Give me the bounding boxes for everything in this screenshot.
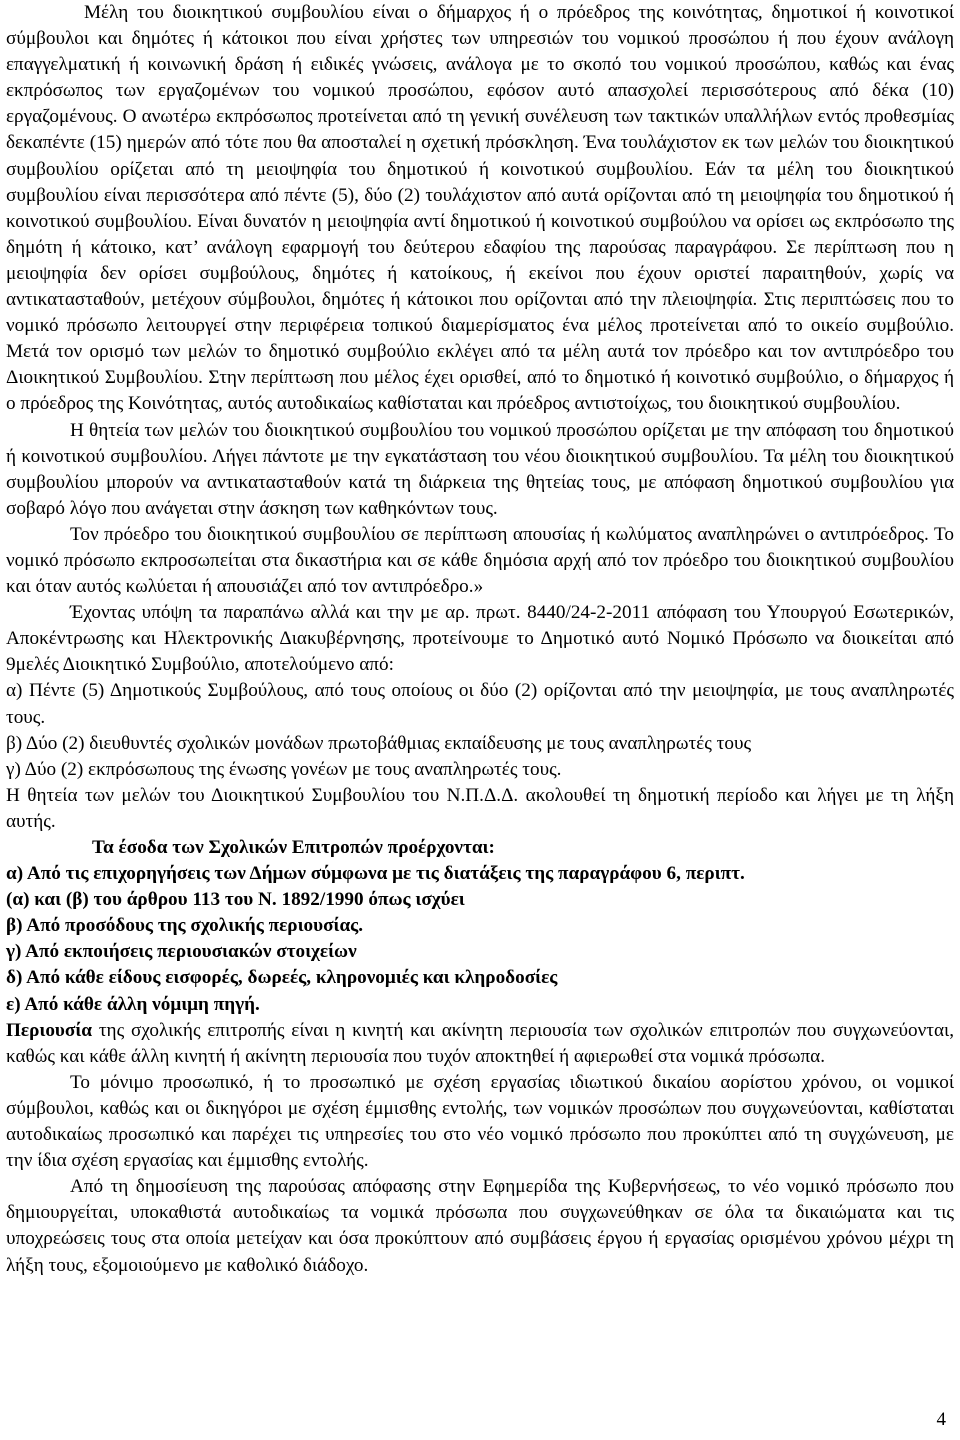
list-item-school-directors: β) Δύο (2) διευθυντές σχολικών μονάδων πρωτοβάθμιας εκπαίδευσης με τους αναπληρωτές τους: [6, 732, 752, 754]
property-text: της σχολικής επιτροπής είναι η κινητή και ακίνητη περιουσία των σχολικών επιτροπών που συγχωνεύονται, καθώς και κάθε άλλη κινητή ή ακίνητη περιουσία που τυχόν αποκτηθεί ή αφιερωθεί στα νομικά πρόσωπα.: [6, 1019, 954, 1067]
list-item-council-members: α) Πέντε (5) Δημοτικούς Συμβούλους, από τους οποίους οι δύο (2) ορίζονται από την μειοψηφία, με τους αναπληρωτές τους.: [6, 680, 954, 728]
list-item-parent-representatives: γ) Δύο (2) εκπρόσωπους της ένωσης γονέων με τους αναπληρωτές τους.: [6, 758, 562, 780]
paragraph-staff: Το μόνιμο προσωπικό, ή το προσωπικό με σχέση εργασίας ιδιωτικού δικαίου αορίστου χρόνου, οι νομικοί σύμβουλοι, καθώς και οι δικηγόροι με σχέση έμμισθης εντολής, των νομικών προσώπων που συγχωνεύονται, καθίσταται αυτοδικαίως προσωπικό και παρέχει τις υπηρεσίες του στο νέο νομικό πρόσωπο που προκύπτει από τη συγχώνευση, με την ίδια σχέση εργασίας και έμμισθης εντολής.: [6, 1071, 954, 1172]
paragraph-succession: Από τη δημοσίευση της παρούσας απόφασης στην Εφημερίδα της Κυβερνήσεως, το νέο νομικό πρόσωπο που δημιουργείται, υποκαθιστά αυτοδικαίως τα νομικά πρόσωπα που συγχωνεύθηκαν σε όλα τα δικαιώματα και τις υποχρεώσεις τους στα οποία μετείχαν και όσα προκύπτουν από συμβάσεις έργου ή εργασίας ορισμένου χρόνου μέχρι τη λήξη τους, εξομοιούμενο με καθολικό διάδοχο.: [6, 1176, 954, 1276]
income-item-donations: δ) Από κάθε είδους εισφορές, δωρεές, κληρονομιές και κληροδοσίες: [6, 967, 558, 989]
paragraph-board-term: Η θητεία των μελών του διοικητικού συμβουλίου του νομικού προσώπου ορίζεται με την απόφαση του δημοτικού ή κοινοτικού συμβουλίου. Λήγει πάντοτε με την εγκατάσταση του νέου διοικητικού συμβουλίου. Τα μέλη του διοικητικού συμβουλίου μπορούν να αντικατασταθούν κατά τη διάρκεια της θητείας τους, με απόφαση δημοτικού συμβουλίου για σοβαρό λόγο που ανάγεται στην άσκηση των καθηκόντων τους.: [6, 419, 954, 519]
income-item-other-sources: ε) Από κάθε άλλη νόμιμη πηγή.: [6, 993, 260, 1015]
page-number: 4: [936, 1409, 946, 1430]
paragraph-property: [6, 1018, 954, 1070]
paragraph-proposal: Έχοντας υπόψη τα παραπάνω αλλά και την με αρ. πρωτ. 8440/24-2-2011 απόφαση του Υπουργού Εσωτερικών, Αποκέντρωσης και Ηλεκτρονικής Διακυβέρνησης, προτείνουμε το Δημοτικό αυτό Νομικό Πρόσωπο να διοικείται από 9μελές Διοικητικό Συμβούλιο, αποτελούμενο από:: [6, 602, 954, 676]
paragraph-president-substitution: Τον πρόεδρο του διοικητικού συμβουλίου σε περίπτωση απουσίας ή κωλύματος αναπληρώνει ο αντιπρόεδρος. Το νομικό πρόσωπο εκπροσωπείται στα δικαστήρια και σε κάθε δημόσια αρχή από τον πρόεδρο του διοικητικού συμβουλίου και όταν αυτός κωλύεται ή απουσιάζει από τον αντιπρόεδρο.»: [6, 523, 954, 598]
document-page: [6, 0, 954, 1279]
income-item-property-revenue: β) Από προσόδους της σχολικής περιουσίας.: [6, 915, 364, 937]
paragraph-term-duration: Η θητεία των μελών του Διοικητικού Συμβουλίου του Ν.Π.Δ.Δ. ακολουθεί τη δημοτική περίοδο και λήγει με τη λήξη αυτής.: [6, 784, 954, 832]
property-term: Περιουσία: [6, 1019, 92, 1041]
section-heading-income: Τα έσοδα των Σχολικών Επιτροπών προέρχονται:: [92, 837, 495, 858]
income-item-asset-sales: γ) Από εκποιήσεις περιουσιακών στοιχείων: [6, 941, 357, 963]
paragraph-board-members: Μέλη του διοικητικού συμβουλίου είναι ο δήμαρχος ή ο πρόεδρος της κοινότητας, δημοτικοί ή κοινοτικοί σύμβουλοι και δημότες ή κάτοικοι που είναι χρήστες των υπηρεσιών του νομικού προσώπου ή που έχουν ανάλογη επαγγελματική ή κοινωνική δράση ή ειδικές γνώσεις, ανάλογα με το σκοπό του νομικού προσώπου, καθώς και ένας εκπρόσωπος των εργαζομένων του νομικού προσώπου, εφόσον αυτό απασχολεί περισσότερους από δέκα (10) εργαζομένους. Ο ανωτέρω εκπρόσωπος προτείνεται από τη γενική συνέλευση των τακτικών υπαλλήλων εντός προθεσμίας δεκαπέντε (15) ημερών από τότε που θα αποσταλεί η σχετική πρόσκληση. Ένα τουλάχιστον εκ των μελών του διοικητικού συμβουλίου ορίζεται από τη μειοψηφία του δημοτικού ή κοινοτικού συμβουλίου. Εάν τα μέλη του διοικητικού συμβουλίου είναι περισσότερα από πέντε (5), δύο (2) τουλάχιστον από αυτά ορίζονται από τη μειοψηφία του δημοτικού ή κοινοτικού συμβουλίου. Είναι δυνατόν η μειοψηφία αντί δημοτικού ή κοινοτικού συμβούλου να ορίσει ως εκπρόσωπο της δημότη ή κάτοικο, κατ’ ανάλογη εφαρμογή του δεύτερου εδαφίου της παρούσας παραγράφου. Σε περίπτωση που η μειοψηφία δεν ορίσει συμβούλους, δημότες ή κατοίκους, ή εκείνοι που έχουν οριστεί παραιτηθούν, χωρίς να αντικατασταθούν, μετέχουν σύμβουλοι, δημότες ή κάτοικοι που ορίζονται από την πλειοψηφία. Στις περιπτώσεις που το νομικό πρόσωπο λειτουργεί στην περιφέρεια τοπικού διαμερίσματος ένα μέλος προτείνεται από το οικείο συμβούλιο. Μετά τον ορισμό των μελών το δημοτικό συμβούλιο εκλέγει από τα μέλη αυτά τον πρόεδρο και τον αντιπρόεδρο του Διοικητικού Συμβουλίου. Στην περίπτωση που μέλος έχει ορισθεί, από το δημοτικό ή κοινοτικό συμβούλιο, ο δήμαρχος ή ο πρόεδρος της Κοινότητας, αυτός αυτοδικαίως καθίσταται και πρόεδρος αντιστοίχως, του διοικητικού συμβουλίου.: [6, 2, 954, 415]
income-item-subsidies-law: (α) και (β) του άρθρου 113 του Ν. 1892/1990 όπως ισχύει: [6, 889, 465, 911]
income-item-subsidies: α) Από τις επιχορηγήσεις των Δήμων σύμφωνα με τις διατάξεις της παραγράφου 6, περιπτ.: [6, 863, 745, 885]
